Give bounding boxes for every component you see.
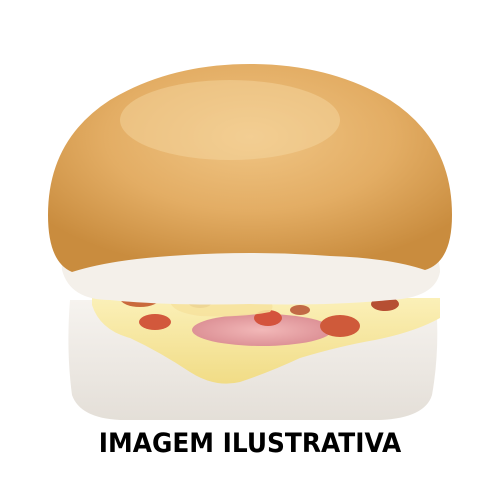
- illustrative-image-caption: IMAGEM ILUSTRATIVA: [98, 428, 402, 459]
- crust-highlight: [120, 80, 340, 160]
